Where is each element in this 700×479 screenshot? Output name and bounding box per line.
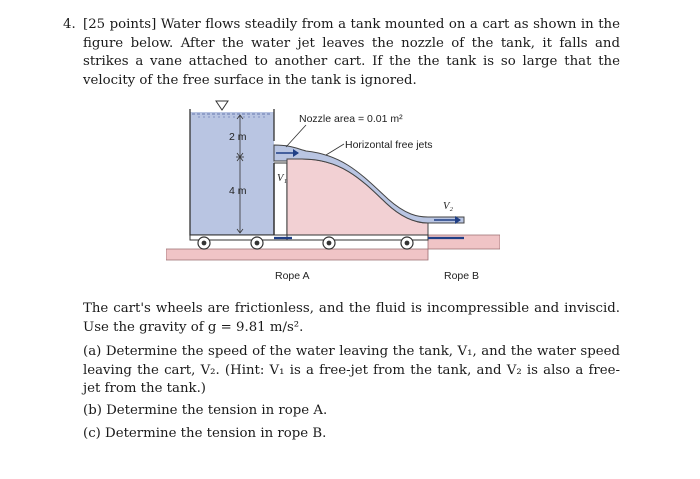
rope-b-label: Rope B <box>444 270 480 282</box>
assumptions-text: The cart's wheels are frictionless, and the fluid is incompressible and inviscid. Use the gravity of g = 9.81 m/s². <box>83 301 620 335</box>
problem-number: 4. <box>63 17 76 32</box>
part-b-text: (b) Determine the tension in rope A. <box>83 403 328 418</box>
tank-cart-figure <box>166 97 500 287</box>
part-a-text: (a) Determine the speed of the water leaving the tank, V₁, and the water speed leaving the cart, V₂. (Hint: V₁ is a free-jet from the tank, and V₂ is also a free-jet from the tank.) <box>83 344 620 396</box>
dim-2m-label: 2 m <box>229 131 247 143</box>
water-tank <box>190 109 287 235</box>
jet-label: Horizontal free jets <box>345 139 433 151</box>
wheel <box>198 237 210 249</box>
v1-label: V₁ <box>277 173 288 184</box>
vane <box>287 159 428 235</box>
rope-a-label: Rope A <box>275 270 310 282</box>
wheel <box>323 237 335 249</box>
dim-4m-label: 4 m <box>229 185 247 197</box>
part-c-text: (c) Determine the tension in rope B. <box>83 426 327 441</box>
problem-intro: [25 points] Water flows steadily from a tank mounted on a cart as shown in the figure below. After the water jet leaves the nozzle of the tank, it falls and strikes a vane attached to another cart. If the the tank is so large that the velocity of the free surface in the tank is ignored. <box>83 17 620 88</box>
wheel <box>251 237 263 249</box>
v2-label: V₂ <box>443 201 454 212</box>
wheel <box>401 237 413 249</box>
nozzle-area-label: Nozzle area = 0.01 m² <box>299 113 403 125</box>
free-surface-icon <box>216 101 228 110</box>
